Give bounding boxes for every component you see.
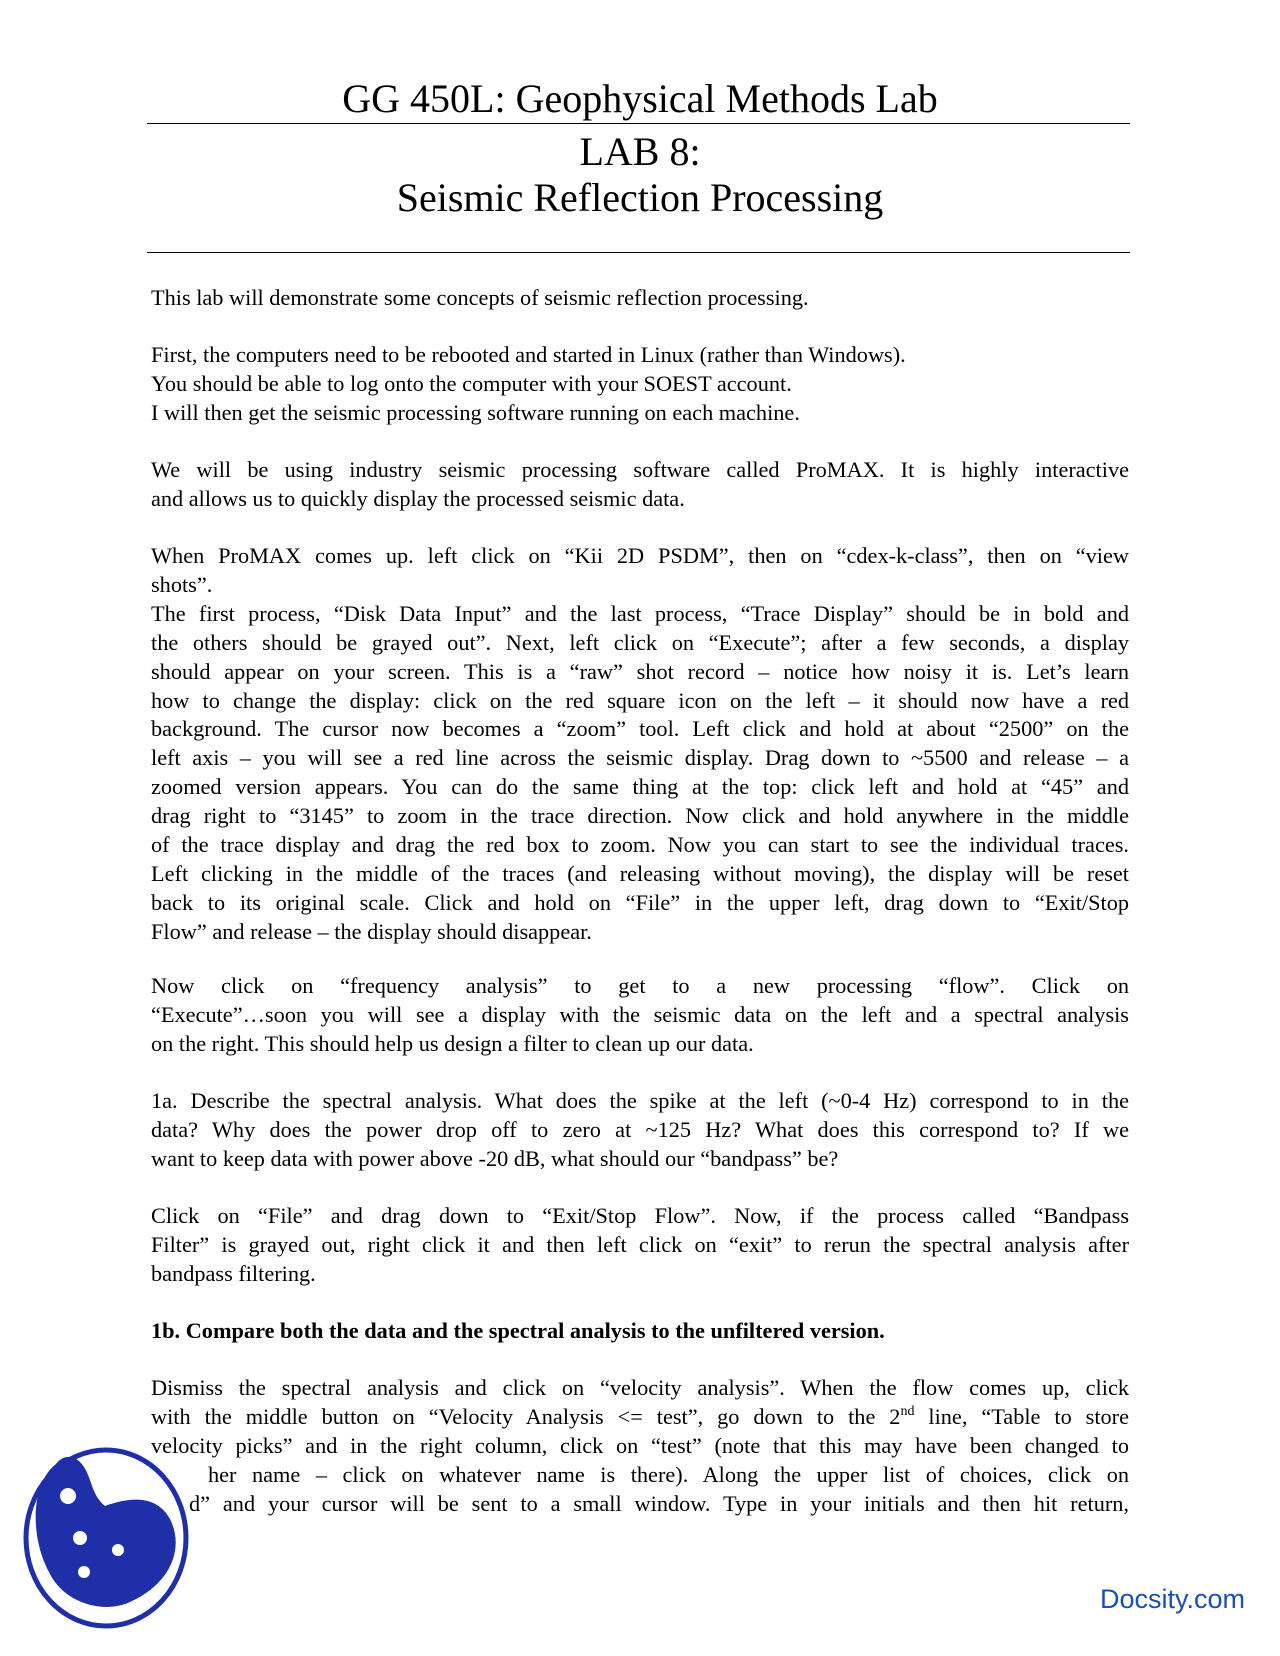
docsity-watermark[interactable]: Docsity.com — [1100, 1584, 1246, 1614]
intro-paragraph: This lab will demonstrate some concepts of seismic reflection processing. — [151, 285, 809, 310]
software-paragraph: We will be using industry seismic processing software called ProMAX. It is highly interactive and allows us to quickly display the processed seismic data. — [151, 457, 1129, 511]
promax-paragraph: When ProMAX comes up. left click on “Kii 2D PSDM”, then on “cdex-k-class”, then on “view shots”. The first process, “Disk Data Input” and the last process, “Trace Display” should be in bold and the others should be grayed out”. Next, left click on “Execute”; after a few seconds, a display should appear on your screen. This is a “raw” shot record – notice how noisy it is. Let’s learn how to change the display: click on the red square icon on the left – it should now have a red background. The cursor now becomes a “zoom” tool. Left click and hold at about “2500” on the left axis – you will see a red line across the seismic display. Drag down to ~5500 and release – a zoomed version appears. You can do the same thing at the top: click left and hold at “45” and drag right to “3145” to zoom in the trace direction. Now click and hold anywhere in the middle of the trace display and drag the red box to zoom. Now you can start to see the individual traces. Left clicking in the middle of the traces (and releasing without moving), the display will be reset back to its original scale. Click and hold on “File” in the upper left, drag down to “Exit/Stop Flow” and release – the display should disappear. — [151, 543, 1129, 944]
lab-title: Seismic Reflection Processing — [396, 175, 884, 220]
header-divider — [147, 252, 1130, 253]
lab-number: LAB 8: — [579, 129, 701, 174]
bandpass-paragraph: Click on “File” and drag down to “Exit/Stop Flow”. Now, if the process called “Bandpass Filter” is grayed out, right click it and then left click on “exit” to rerun the spectral analysis after bandpass filtering. — [151, 1203, 1129, 1286]
course-title: GG 450L: Geophysical Methods Lab — [342, 76, 938, 121]
velocity-line-2: with the middle button on “Velocity Analysis <= test”, go down to the 2nd line, “Table to store — [151, 1403, 1129, 1429]
setup-paragraph: First, the computers need to be rebooted and started in Linux (rather than Windows). You should be able to log onto the computer with your SOEST account. I will then get the seismic processing software running on each machine. — [151, 342, 906, 425]
question-1a: 1a. Describe the spectral analysis. What does the spike at the left (~0-4 Hz) correspond to in the data? Why does the power drop off to zero at ~125 Hz? What does this correspond to? If we want to keep data with power above -20 dB, what should our “bandpass” be? — [151, 1088, 1129, 1171]
docsity-logo-icon — [20, 1444, 192, 1632]
velocity-paragraph: Dismiss the spectral analysis and click on “velocity analysis”. When the flow comes up, click with the middle button on “Velocity Analysis <= test”, go down to the 2nd line, “Table to store velocity picks” and in the right column, click on “test” (note that this may have been changed to her name – click on whatever name is there). Along the upper list of choices, click on d” and your cursor will be sent to a small window. Type in your initials and then hit return, — [151, 1375, 1129, 1516]
question-1b: 1b. Compare both the data and the spectral analysis to the unfiltered version. — [151, 1318, 885, 1343]
title-underline — [147, 123, 1130, 124]
frequency-paragraph: Now click on “frequency analysis” to get to a new processing “flow”. Click on “Execute”…soon you will see a display with the seismic data on the left and a spectral analysis on the right. This should help us design a filter to clean up our data. — [151, 973, 1129, 1056]
